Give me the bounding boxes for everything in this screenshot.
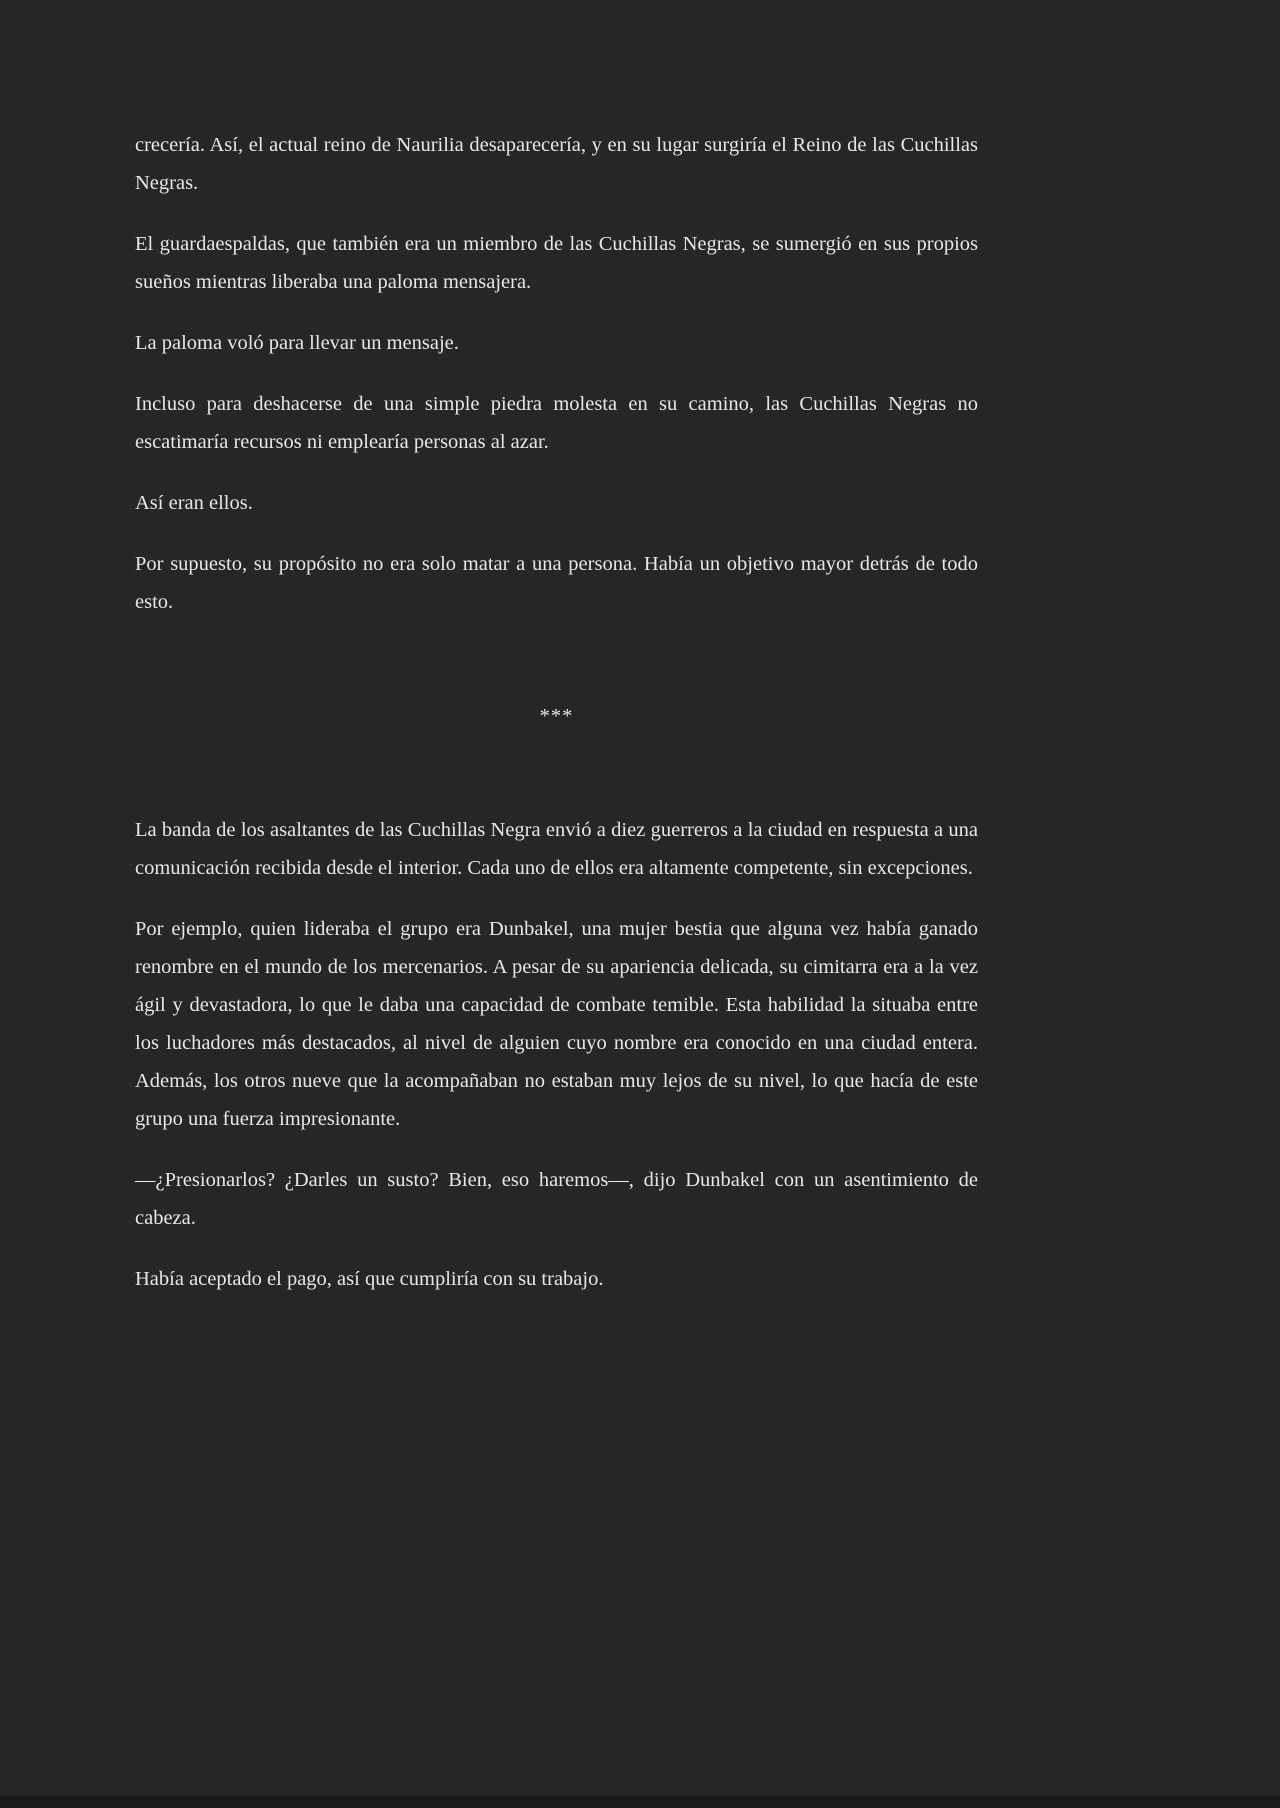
paragraph: Por supuesto, su propósito no era solo matar a una persona. Había un objetivo mayor detrás de todo esto. — [135, 553, 978, 613]
paragraph: Incluso para deshacerse de una simple piedra molesta en su camino, las Cuchillas Negras no escatimaría recursos ni emplearía personas al azar. — [135, 393, 978, 453]
paragraph: crecería. Así, el actual reino de Naurilia desaparecería, y en su lugar surgiría el Reino de las Cuchillas Negras. — [135, 134, 978, 194]
paragraph: La banda de los asaltantes de las Cuchillas Negra envió a diez guerreros a la ciudad en respuesta a una comunicación recibida desde el interior. Cada uno de ellos era altamente competente, sin excepciones. — [135, 819, 978, 879]
paragraph: La paloma voló para llevar un mensaje. — [135, 332, 459, 354]
scene-separator: *** — [539, 705, 574, 727]
document-content — [135, 126, 978, 1298]
page-bottom-edge — [0, 1796, 1280, 1808]
paragraph: Por ejemplo, quien lideraba el grupo era Dunbakel, una mujer bestia que alguna vez había ganado renombre en el mundo de los mercenarios. A pesar de su apariencia delicada, su cimitarra era a la vez ágil y devastadora, lo que le daba una capacidad de combate temible. Esta habilidad la situaba entre los luchadores más destacados, al nivel de alguien cuyo nombre era conocido en una ciudad entera. Además, los otros nueve que la acompañaban no estaban muy lejos de su nivel, lo que hacía de este grupo una fuerza impresionante. — [135, 918, 978, 1130]
paragraph: El guardaespaldas, que también era un miembro de las Cuchillas Negras, se sumergió en sus propios sueños mientras liberaba una paloma mensajera. — [135, 233, 978, 293]
paragraph: —¿Presionarlos? ¿Darles un susto? Bien, eso haremos—, dijo Dunbakel con un asentimiento de cabeza. — [135, 1169, 978, 1229]
paragraph: Así eran ellos. — [135, 492, 253, 514]
paragraph: Había aceptado el pago, así que cumpliría con su trabajo. — [135, 1268, 604, 1290]
